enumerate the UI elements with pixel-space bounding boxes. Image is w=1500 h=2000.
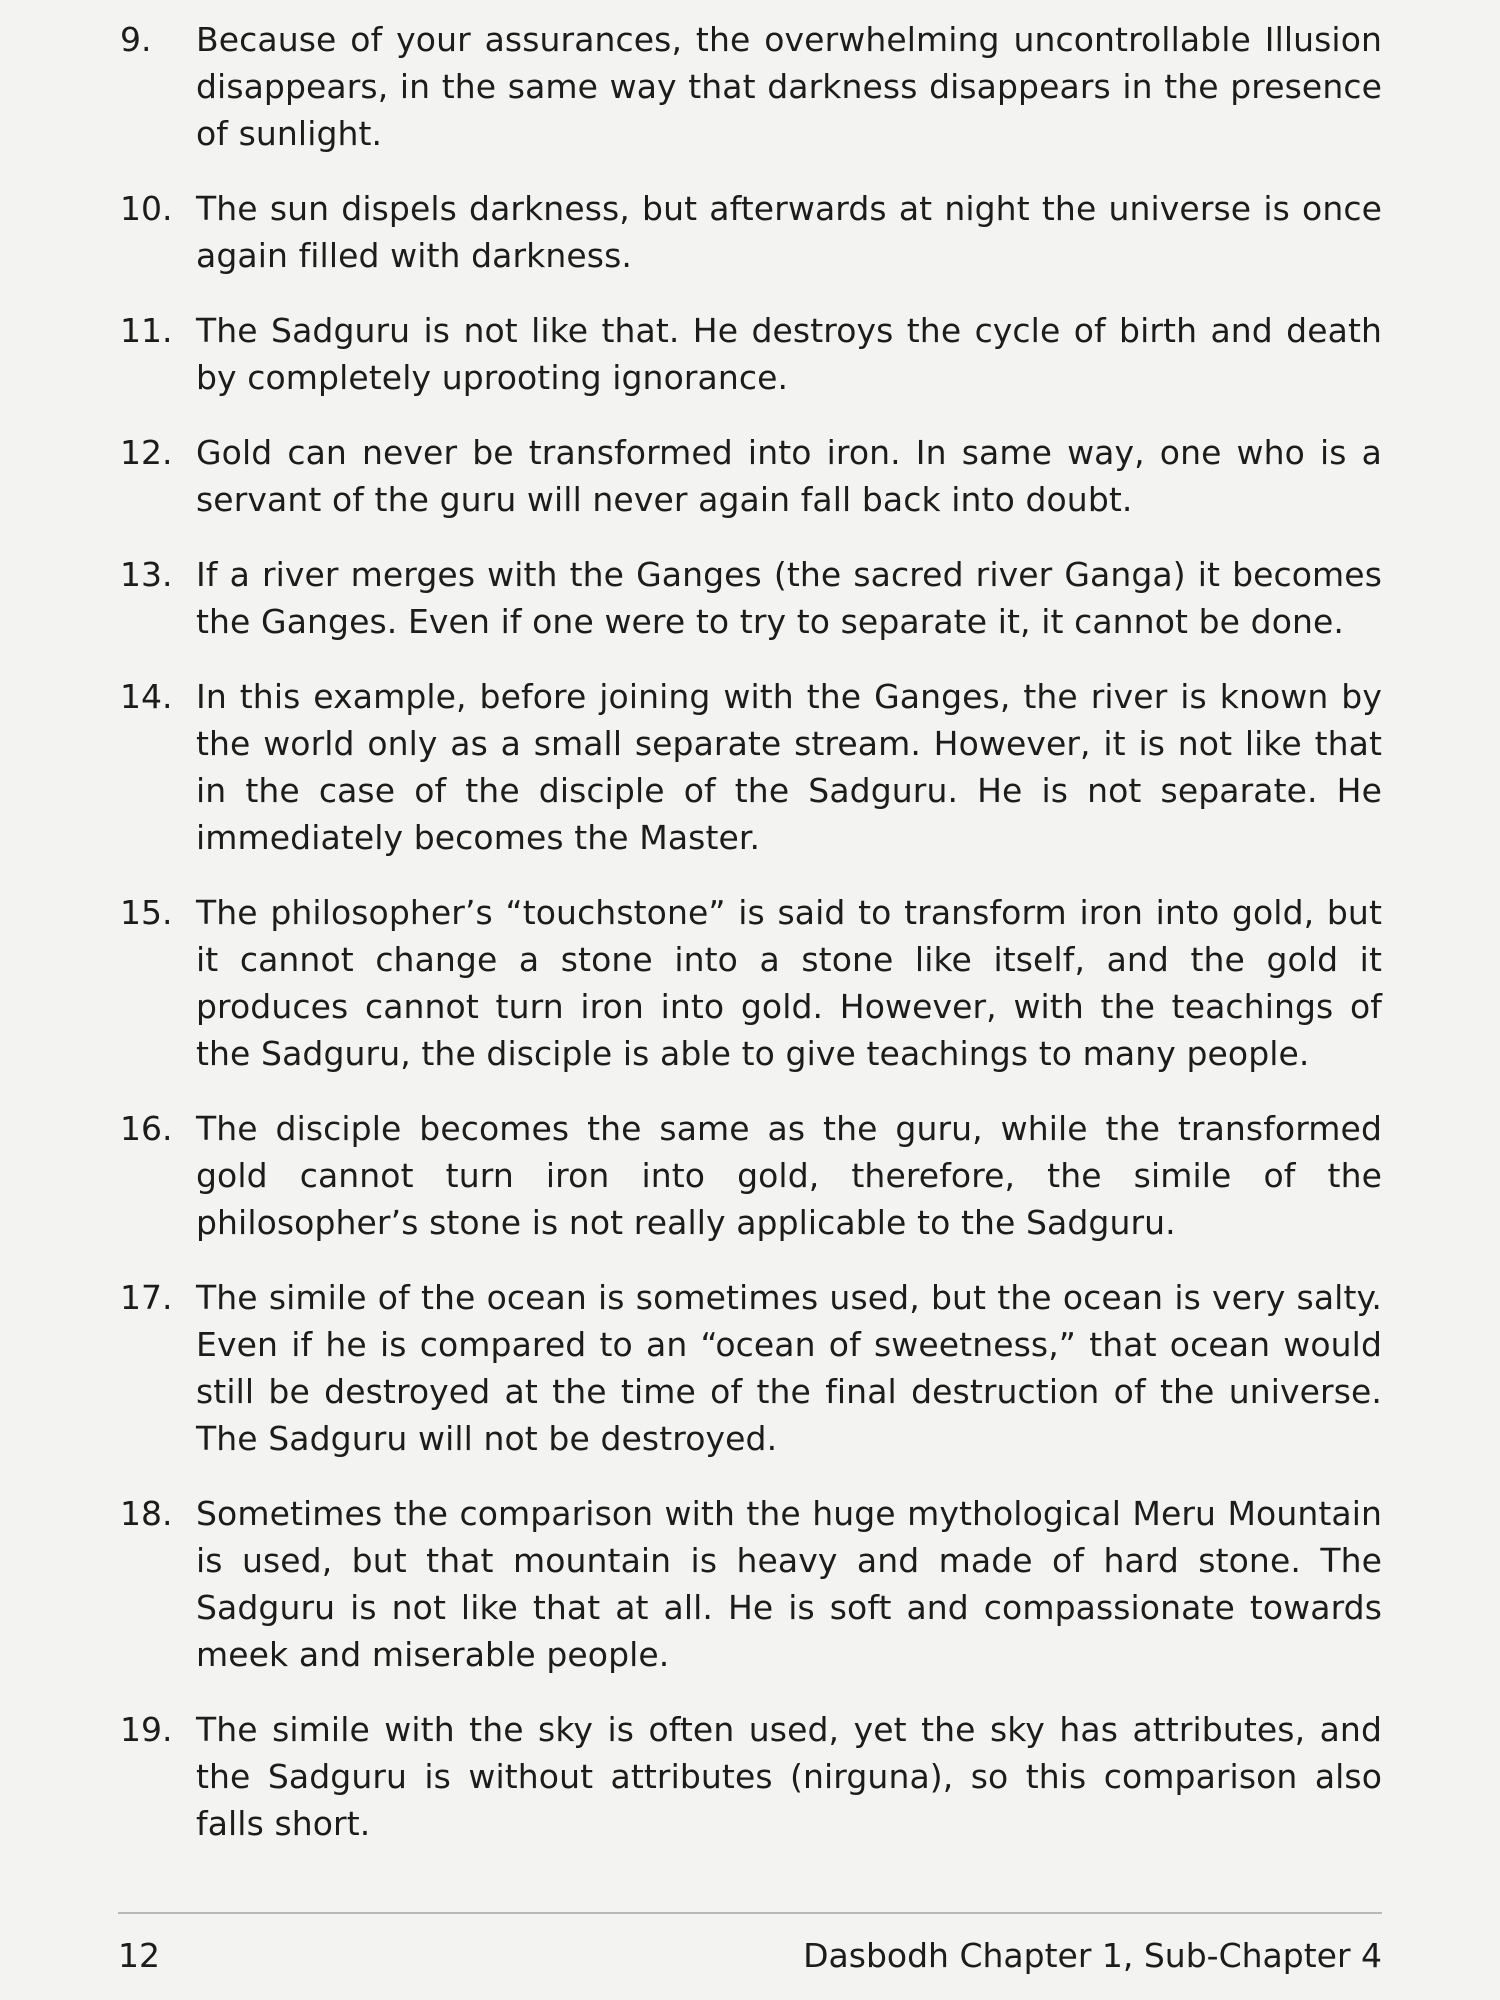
verse-text: If a river merges with the Ganges (the sacred river Ganga) it becomes the Ganges. Even if one were to try to separate it, it cannot be done. [196, 555, 1382, 641]
verse-text: The simile with the sky is often used, yet the sky has attributes, and the Sadguru is without attributes (nirguna), so this comparison also falls short. [196, 1710, 1382, 1843]
verse-text: Because of your assurances, the overwhelming uncontrollable Illusion disappears, in the same way that darkness disappears in the presence of sunlight. [196, 20, 1382, 153]
verse-text: The Sadguru is not like that. He destroys the cycle of birth and death by completely uprooting ignorance. [196, 311, 1382, 397]
verse-number: 19. [120, 1710, 173, 1749]
verse-item [120, 16, 1382, 157]
verse-number: 11. [120, 311, 173, 350]
verse-text: The disciple becomes the same as the guru, while the transformed gold cannot turn iron into gold, therefore, the simile of the philosopher’s stone is not really applicable to the Sadguru. [196, 1109, 1382, 1242]
verse-number: 18. [120, 1494, 173, 1533]
verse-number: 16. [120, 1109, 173, 1148]
footer-divider [118, 1912, 1382, 1914]
running-footer-title: Dasbodh Chapter 1, Sub-Chapter 4 [803, 1936, 1382, 1975]
verse-number: 14. [120, 677, 173, 716]
verse-number: 13. [120, 555, 173, 594]
verse-text: The philosopher’s “touchstone” is said to transform iron into gold, but it cannot change a stone into a stone like itself, and the gold it produces cannot turn iron into gold. However, with the teachings of the Sadguru, the disciple is able to give teachings to many people. [196, 893, 1382, 1073]
page-number: 12 [118, 1936, 160, 1975]
verse-item [120, 307, 1382, 401]
verse-text: Gold can never be transformed into iron. In same way, one who is a servant of the guru will never again fall back into doubt. [196, 433, 1382, 519]
verse-text: The sun dispels darkness, but afterwards at night the universe is once again filled with darkness. [196, 189, 1382, 275]
verse-number: 17. [120, 1278, 173, 1317]
verse-number: 15. [120, 893, 173, 932]
verse-text: Sometimes the comparison with the huge mythological Meru Mountain is used, but that mountain is heavy and made of hard stone. The Sadguru is not like that at all. He is soft and compassionate towards meek and miserable people. [196, 1494, 1382, 1674]
verse-number: 10. [120, 189, 173, 228]
verse-item [120, 1490, 1382, 1678]
verse-item [120, 673, 1382, 861]
verse-text: The simile of the ocean is sometimes used, but the ocean is very salty. Even if he is compared to an “ocean of sweetness,” that ocean would still be destroyed at the time of the final destruction of the universe. The Sadguru will not be destroyed. [196, 1278, 1382, 1458]
verse-item [120, 889, 1382, 1077]
verse-number: 12. [120, 433, 173, 472]
verse-list [120, 16, 1382, 1875]
verse-item [120, 429, 1382, 523]
verse-text: In this example, before joining with the Ganges, the river is known by the world only as a small separate stream. However, it is not like that in the case of the disciple of the Sadguru. He is not separate. He immediately becomes the Master. [196, 677, 1382, 857]
verse-item [120, 551, 1382, 645]
verse-item [120, 1105, 1382, 1246]
verse-item [120, 185, 1382, 279]
verse-item [120, 1274, 1382, 1462]
verse-number: 9. [120, 20, 152, 59]
verse-item [120, 1706, 1382, 1847]
